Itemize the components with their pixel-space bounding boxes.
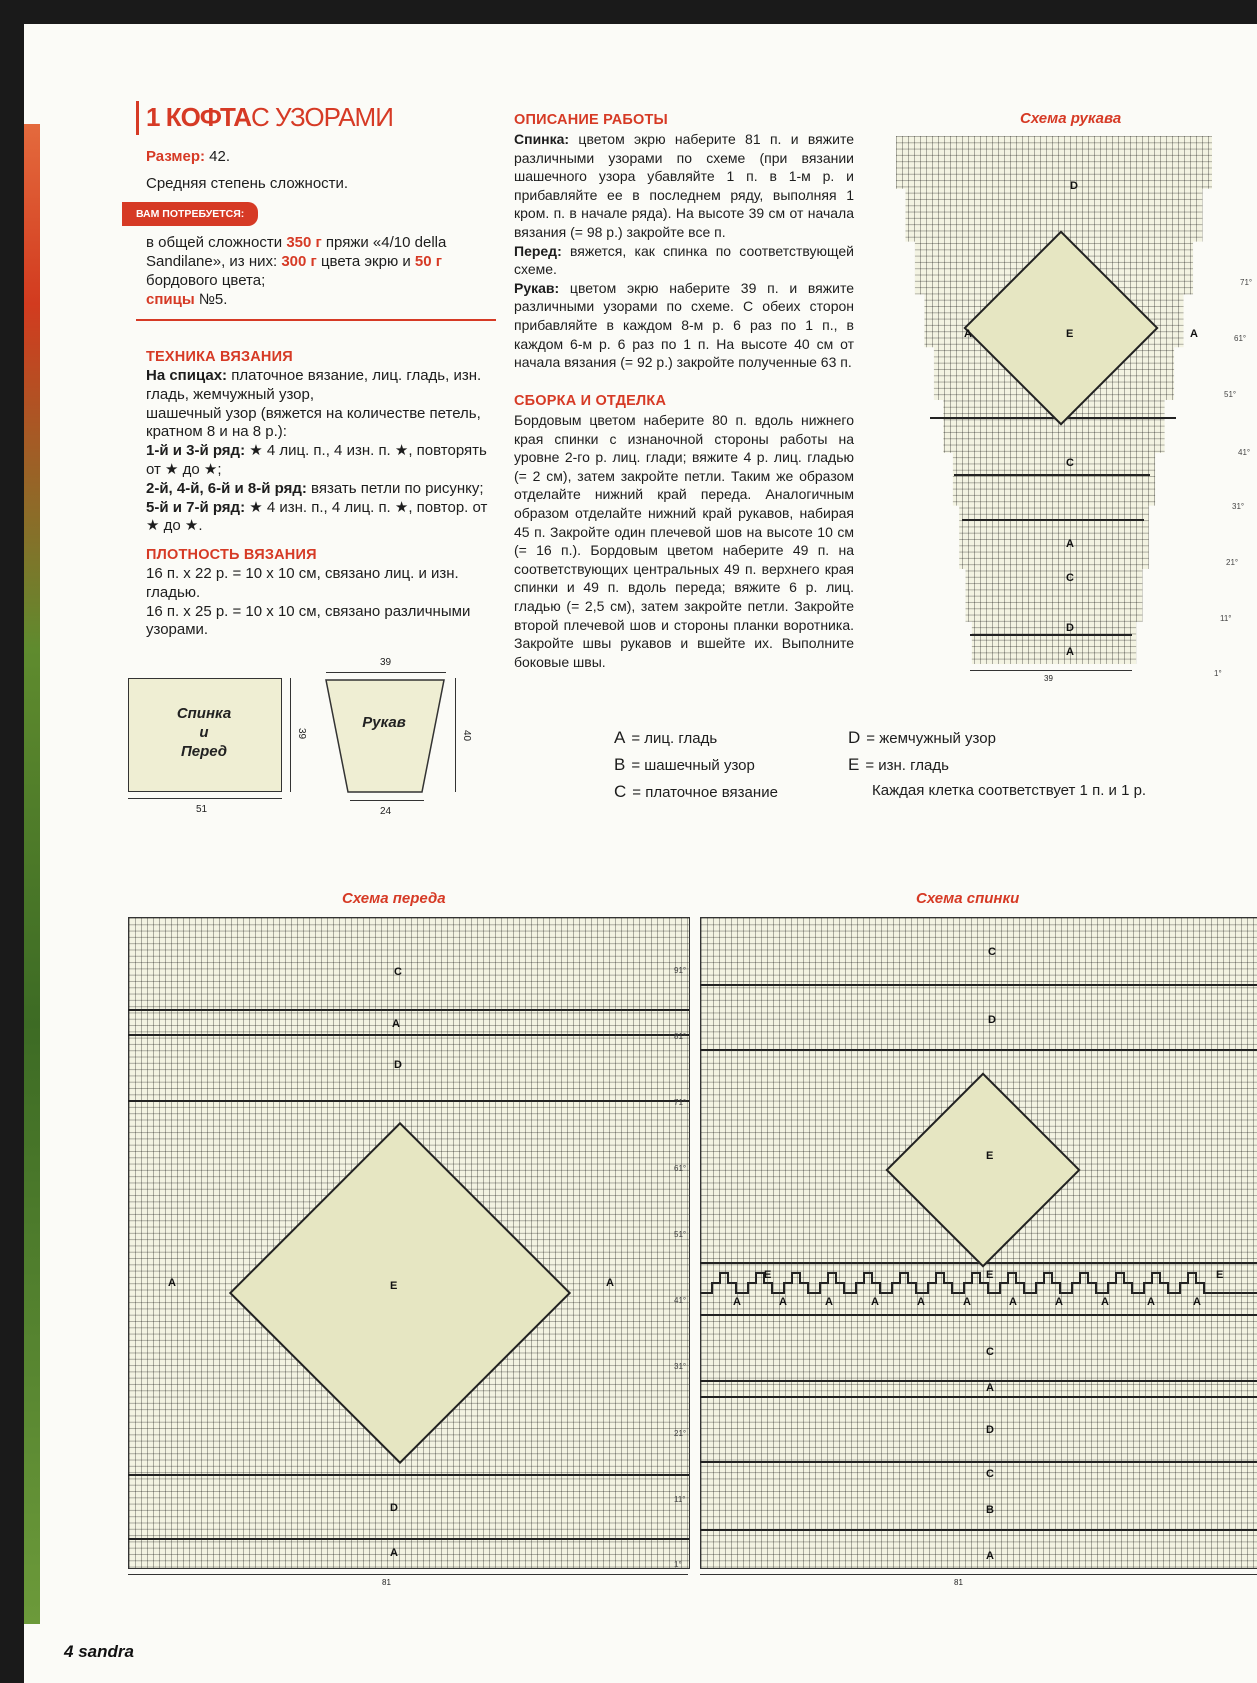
back-zone-d-top: D: [988, 1014, 996, 1026]
sleeve-height-line: [455, 678, 456, 792]
back-width-label: 81: [954, 1578, 963, 1587]
sleeve-zone-line: [962, 519, 1144, 521]
intro-block: [136, 148, 466, 310]
back-zone-b: B: [986, 1504, 994, 1516]
needles-value: №5.: [194, 290, 228, 308]
description-text: Спинка: цветом экрю наберите 81 п. и вяжите различными узорами по схеме (при вязании шашечного узора убавляйте 1 п. в 1-м р. и прибавляйте ее в последнем ряду, выполняя 1 кром. п. в начале ряда). На высоте 39 см от начала вязания (= 98 р.) закройте все п. Перед: вяжется, как спинка по соответствующей схеме. Рукав: цветом экрю наберите 39 п. и вяжите различными узорами по схеме. С обеих сторон прибавляйте в каждом 8-м р. 6 раз по 1 п., в каждом 6-м р. 6 раз по 1 п. На высоте 40 см от начала вязания (= 92 р.) закройте полученные 63 п.: [514, 131, 854, 371]
sleeve-top-line: [326, 672, 446, 673]
intro-divider: [136, 319, 496, 321]
front-width-line: [128, 1574, 688, 1575]
needles-label: спицы: [146, 290, 195, 308]
back-zone-a-check: A: [1147, 1296, 1155, 1308]
sleeve-zone-a-low: A: [1066, 646, 1074, 658]
sleeve-width-line: [970, 670, 1132, 671]
front-scheme-title: Схема переда: [342, 890, 446, 907]
size-value: 42.: [205, 148, 231, 165]
back-check-pattern: [700, 1268, 1257, 1318]
front-zone-line: [128, 1009, 689, 1011]
sleeve-zone-c: C: [1066, 457, 1074, 469]
front-zone-a-bottom: A: [390, 1547, 398, 1559]
back-zone-a-bottom: A: [986, 1550, 994, 1562]
page-title: [146, 102, 393, 133]
front-zone-a-left: A: [168, 1277, 176, 1289]
title-bold: КОФТА: [165, 102, 252, 132]
body-height-label: 39: [296, 727, 308, 740]
sleeve-zone-line: [970, 634, 1132, 636]
sleeve-shape: [324, 678, 474, 794]
back-zone-line: [700, 1396, 1257, 1398]
sleeve-width-label: 39: [1044, 674, 1053, 683]
front-zone-line: [128, 1538, 689, 1540]
back-zone-e-left: E: [764, 1269, 772, 1281]
page-footer: [64, 1642, 134, 1662]
front-zone-line: [128, 1034, 689, 1036]
back-zone-a-check: A: [871, 1296, 879, 1308]
sleeve-bottom-line: [350, 800, 424, 801]
back-zone-a-check: A: [1055, 1296, 1063, 1308]
sleeve-zone-a-left: A: [964, 328, 972, 340]
back-zone-a-check: A: [1101, 1296, 1109, 1308]
back-zone-c-mid: C: [986, 1346, 994, 1358]
sleeve-zone-d: D: [1070, 180, 1078, 192]
sleeve-top-label: 39: [380, 657, 392, 668]
front-zone-line: [128, 1100, 689, 1102]
back-zone-e-right: E: [1216, 1269, 1224, 1281]
sleeve-bottom-label: 24: [380, 806, 392, 817]
back-zone-d-mid: D: [986, 1424, 994, 1436]
sleeve-zone-a-mid: A: [1066, 538, 1074, 550]
front-zone-c: C: [394, 966, 402, 978]
title-rest: С УЗОРАМИ: [251, 102, 393, 132]
front-zone-d-top: D: [394, 1059, 402, 1071]
front-zone-a-top: A: [392, 1018, 400, 1030]
back-zone-a-mid: A: [986, 1382, 994, 1394]
front-zone-d-bottom: D: [390, 1502, 398, 1514]
sleeve-zone-line: [954, 474, 1150, 476]
legend-b: B = шашечный узор: [614, 755, 755, 774]
back-zone-a-check: A: [733, 1296, 741, 1308]
sleeve-scheme-title: Схема рукава: [1020, 110, 1122, 127]
back-zone-a-check: A: [1009, 1296, 1017, 1308]
back-zone-a-check: A: [825, 1296, 833, 1308]
body-width-line: [128, 798, 282, 799]
sleeve-height-label: 40: [461, 729, 473, 742]
back-zone-line: [700, 984, 1257, 986]
legend-d: D = жемчужный узор: [848, 728, 996, 747]
legend-c: C = платочное вязание: [614, 782, 778, 801]
technique-text: На спицах: платочное вязание, лиц. гладь, изн. гладь, жемчужный узор, шашечный узор (вяжется на количестве петель, кратном 8 и на 8 р.): 1-й и 3-й ряд: ★ 4 лиц. п., 4 изн. п. ★, повторять от ★ до ★; 2-й, 4-й, 6-й и 8-й ряд: вязать петли по рисунку; 5-й и 7-й ряд: ★ 4 изн. п., 4 лиц. п. ★, повтор. от ★ до ★.: [146, 367, 488, 535]
sleeve-zone-d-low: D: [1066, 622, 1074, 634]
description-heading: ОПИСАНИЕ РАБОТЫ: [514, 112, 668, 128]
technique-heading: ТЕХНИКА ВЯЗАНИЯ: [146, 349, 293, 365]
back-zone-a-check: A: [779, 1296, 787, 1308]
legend-e: E = изн. гладь: [848, 755, 949, 774]
brand-name: sandra: [78, 1642, 134, 1661]
back-zone-e-check: E: [986, 1269, 994, 1281]
back-zone-line: [700, 1461, 1257, 1463]
title-number: 1: [146, 102, 160, 132]
legend-a: A = лиц. гладь: [614, 728, 718, 747]
assembly-heading: СБОРКА И ОТДЕЛКА: [514, 393, 667, 409]
body-height-line: [290, 678, 291, 792]
back-zone-line: [700, 1380, 1257, 1382]
front-zone-e: E: [390, 1280, 398, 1292]
back-zone-c-low: C: [986, 1468, 994, 1480]
back-zone-a-check: A: [1193, 1296, 1201, 1308]
front-zone-a-right: A: [606, 1277, 614, 1289]
size-label: Размер:: [146, 148, 206, 165]
sleeve-zone-a-right: A: [1190, 328, 1198, 340]
assembly-text: Бордовым цветом наберите 80 п. вдоль нижнего края спинки с изнаночной стороны работы на уровне 2-го р. лиц. глади; вяжите 4 р. лиц. гладью (= 2 см), затем закройте петли. Таким же образом отделайте нижний край переда. Аналогичным образом отделайте нижний край рукавов, набирая 45 п. Закройте один плечевой шов на высоте 10 см (= 16 п.). Бордовым цветом наберите 49 п. на соответствующих центральных 49 п. верхнего края спинки и 49 п. вдоль переда; вяжите 6 р. лиц. гладью (= 2,5 см), затем закройте петли. Закройте второй плечевой шов и стороны планки воротника. Закройте швы рукавов и вшейте их. Выполните боковые швы.: [514, 412, 854, 670]
back-zone-line: [700, 1049, 1257, 1051]
photo-edge-strip: [24, 124, 40, 1624]
back-scheme-title: Схема спинки: [916, 890, 1020, 907]
magazine-page: 1 КОФТАС УЗОРАМИ Размер: 42. Средняя степень сложности. ВАМ ПОТРЕБУЕТСЯ: в общей сложности 350 г пряжи «4/10 della Sandilane», из них: 300 г цвета экрю и 50 г бордового цвета; спицы №5. ТЕХНИКА ВЯЗАНИЯ На спицах: платочное вязание, лиц. гладь, изн. гладь, жемчужный узор, шашечный узор (вяжется на количестве петель, кратном 8 и на 8 р.): 1-й и 3-й ряд: ★ 4 лиц. п., 4 изн. п. ★, повторять от ★ до ★; 2-й, 4-й, 6-й и 8-й ряд: вязать петли по рисунку; 5-й и 7-й ряд: ★ 4 изн. п., 4 лиц. п. ★, повтор. от ★ до ★. ПЛОТНОСТЬ ВЯЗАНИЯ 16 п. x 22 р. = 10 х 10 см, связано лиц. и изн. гладью. 16 п. х 25 р. = 10 х 10 см, связано различными узорами. ОПИСАНИЕ РАБОТЫ Спинка: цветом экрю наберите 81 п. и вяжите различными узорами по схеме (при вязании шашечного узора убавляйте 1 п. в 1-м р. и прибавляйте ее в последнем ряду, выполняя 1 кром. п. в начале ряда). На высоте 39 см от начала вязания (= 98 р.) закройте все п. Перед: вяжется, как спинка по соответствующей схеме. Рукав: цветом экрю наберите 39 п. и вяжите различными узорами по схеме. С обеих сторон прибавляйте в каждом 8-м р. 6 раз по 1 п., в каждом 6-м р. 6 раз по 1 п. На высоте 40 см от начала вязания (= 92 р.) закройте полученные 63 п. СБОРКА И ОТДЕЛКА Бордовым цветом наберите 80 п. вдоль нижнего края спинки с изнаночной стороны работы на уровне 2-го р. лиц. глади; вяжите 4 р. лиц. гладью (= 2 см), затем закройте петли. Таким же образом отделайте нижний край переда. Аналогичным образом отделайте нижний край рукавов, набирая 45 п. Закройте один плечевой шов на высоте 10 см (= 16 п.). Бордовым цветом наберите 49 п. на соответствующих центральных 49 п. верхнего края спинки и 49 п. вдоль переда; вяжите 6 р. лиц. гладью (= 2,5 см), затем закройте петли. Закройте второй плечевой шов и стороны планки воротника. Закройте швы рукавов и вшейте их. Выполните боковые швы. Спинка и Перед 51 39 Рукав 39 24 40 A = лиц. гладь B = шашечный узор C = платочное вязание D = жемчужный узор E = изн. гладь Каждая клетка соответствует 1 п. и 1 р. Схема рукава D A E A C A C D A 39 1° 11° 21° 31° 41° 51° 61° 71° Схема переда C A D A E A D A 81 1° 11° 21° 31° 41° 51° 61° 71° 81° 91° Схема спинки C D E E E E A A A A A A A A A A A C A D C B A 81 4 sandra: [24, 24, 1257, 1683]
body-shape-label: Спинка и Перед: [176, 705, 232, 760]
back-zone-line: [700, 1529, 1257, 1531]
back-zone-a-check: A: [963, 1296, 971, 1308]
materials-text: в общей сложности 350 г пряжи «4/10 della Sandilane», из них: 300 г цвета экрю и 50 г бордового цвета;: [146, 234, 447, 289]
sleeve-zone-c-low: C: [1066, 572, 1074, 584]
back-zone-a-check: A: [917, 1296, 925, 1308]
legend-note: Каждая клетка соответствует 1 п. и 1 р.: [872, 782, 1147, 799]
difficulty-text: Средняя степень сложности.: [146, 174, 349, 192]
sleeve-zone-e: E: [1066, 328, 1074, 340]
front-width-label: 81: [382, 1578, 391, 1587]
page-number: 4: [64, 1642, 74, 1661]
back-zone-c-top: C: [988, 946, 996, 958]
body-width-label: 51: [196, 804, 208, 815]
sleeve-shape-label: Рукав: [362, 714, 406, 731]
need-badge: ВАМ ПОТРЕБУЕТСЯ:: [122, 202, 258, 227]
density-heading: ПЛОТНОСТЬ ВЯЗАНИЯ: [146, 547, 317, 563]
density-text: 16 п. x 22 р. = 10 х 10 см, связано лиц. и изн. гладью. 16 п. х 25 р. = 10 х 10 см, связано различными узорами.: [146, 565, 471, 639]
front-zone-line: [128, 1474, 689, 1476]
back-width-line: [700, 1574, 1257, 1575]
back-zone-e: E: [986, 1150, 994, 1162]
